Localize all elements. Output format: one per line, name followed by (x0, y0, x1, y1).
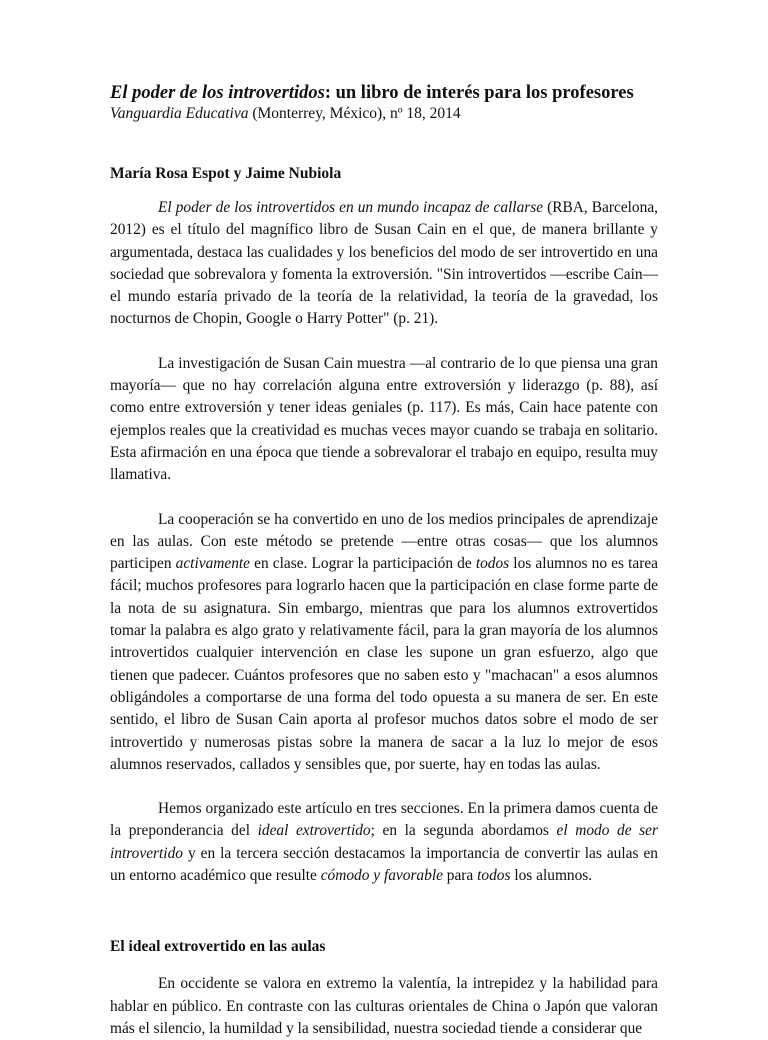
source-details: (Monterrey, México), nº 18, 2014 (248, 105, 461, 122)
paragraph-4-text-c: y en la tercera sección destacamos la importancia de convertir las aulas en un entorno académico que resulte (110, 844, 658, 885)
paragraph-3-text-b: en clase. Lograr la participación de (250, 555, 476, 573)
paragraph-5-text: En occidente se valora en extremo la valentía, la intrepidez y la habilidad para hablar en público. En contraste con las culturas orientales de China o Japón que valoran más el silencio, la humildad y la sensibilidad, nuestra sociedad tiende a considerar que (110, 975, 658, 1037)
source-journal: Vanguardia Educativa (110, 105, 249, 122)
article-title (110, 82, 658, 104)
emphasis-ideal-extrovertido: ideal extrovertido (257, 822, 371, 840)
section-heading: El ideal extrovertido en las aulas (110, 938, 326, 956)
paragraph-4-text-a: Hemos organizado este artículo en tres secciones. En la primera damos cuenta de la preponderancia del (110, 800, 658, 840)
book-full-title: El poder de los introvertidos en un mundo incapaz de callarse (158, 199, 544, 216)
emphasis-activamente: activamente (175, 555, 251, 573)
paragraph-1-text: (RBA, Barcelona, 2012) es el título del magnífico libro de Susan Cain en el que, de manera brillante y argumentada, destaca las cualidades y los beneficios del modo de ser introvertido en una sociedad que sobrevalora y fomenta la extroversión. "Sin introvertidos —escribe Cain— el mundo estaría privado de la teoría de la relatividad, la teoría de la gravedad, los nocturnos de Chopin, Google o Harry Potter" (p. 21). (110, 199, 658, 328)
paragraph-4-text-d: para (442, 867, 478, 885)
paragraph-5 (110, 973, 658, 1040)
authors-line: María Rosa Espot y Jaime Nubiola (110, 165, 342, 182)
emphasis-comodo-favorable: cómodo y favorable (320, 867, 443, 885)
title-subtitle: : un libro de interés para los profesores (324, 83, 634, 103)
publication-source (110, 104, 658, 124)
paragraph-4 (110, 798, 658, 887)
paragraph-4-text-b: ; en la segunda abordamos (370, 822, 557, 840)
emphasis-todos: todos (475, 555, 510, 573)
paragraph-4-text-e: los alumnos. (510, 867, 593, 885)
paragraph-3-text-c: los alumnos no es tarea fácil; muchos profesores para lograrlo hacen que la participación en clase forme parte de la nota de su asignatura. Sin embargo, mientras que para los alumnos extrovertidos tomar la palabra es algo grato y relativamente fácil, para la gran mayoría de los alumnos introvertidos cualquier intervención en clase les supone un gran esfuerzo, algo que tienen que padecer. Cuántos profesores que no saben esto y "machacan" a esos alumnos obligándoles a comportarse de una forma del todo opuesta a su manera de ser. En este sentido, el libro de Susan Cain aporta al profesor muchos datos sobre el modo de ser introvertido y numerosas pistas sobre la manera de sacar a la luz lo mejor de esos alumnos reservados, callados y sensibles que, por suerte, hay en todas las aulas. (110, 555, 658, 773)
paragraph-3 (110, 509, 658, 777)
paragraph-2-text: La investigación de Susan Cain muestra —al contrario de lo que piensa una gran mayoría— que no hay correlación alguna entre extroversión y liderazgo (p. 88), así como entre extroversión y tener ideas geniales (p. 117). Es más, Cain hace patente con ejemplos reales que la creatividad es muchas veces mayor cuando se trabaja en solitario. Esta afirmación en una época que tiende a sobrevalorar el trabajo en equipo, resulta muy llamativa. (110, 354, 658, 484)
paragraph-3-text-a: La cooperación se ha convertido en uno de los medios principales de aprendizaje en las aulas. Con este método se pretende —entre otras cosas— que los alumnos participen (110, 510, 658, 573)
paragraph-1 (110, 197, 658, 331)
emphasis-modo-de-ser: el modo de ser introvertido (110, 822, 658, 862)
paragraph-2 (110, 353, 658, 487)
title-book-name: El poder de los introvertidos (110, 83, 325, 103)
emphasis-todos-2: todos (477, 867, 511, 885)
